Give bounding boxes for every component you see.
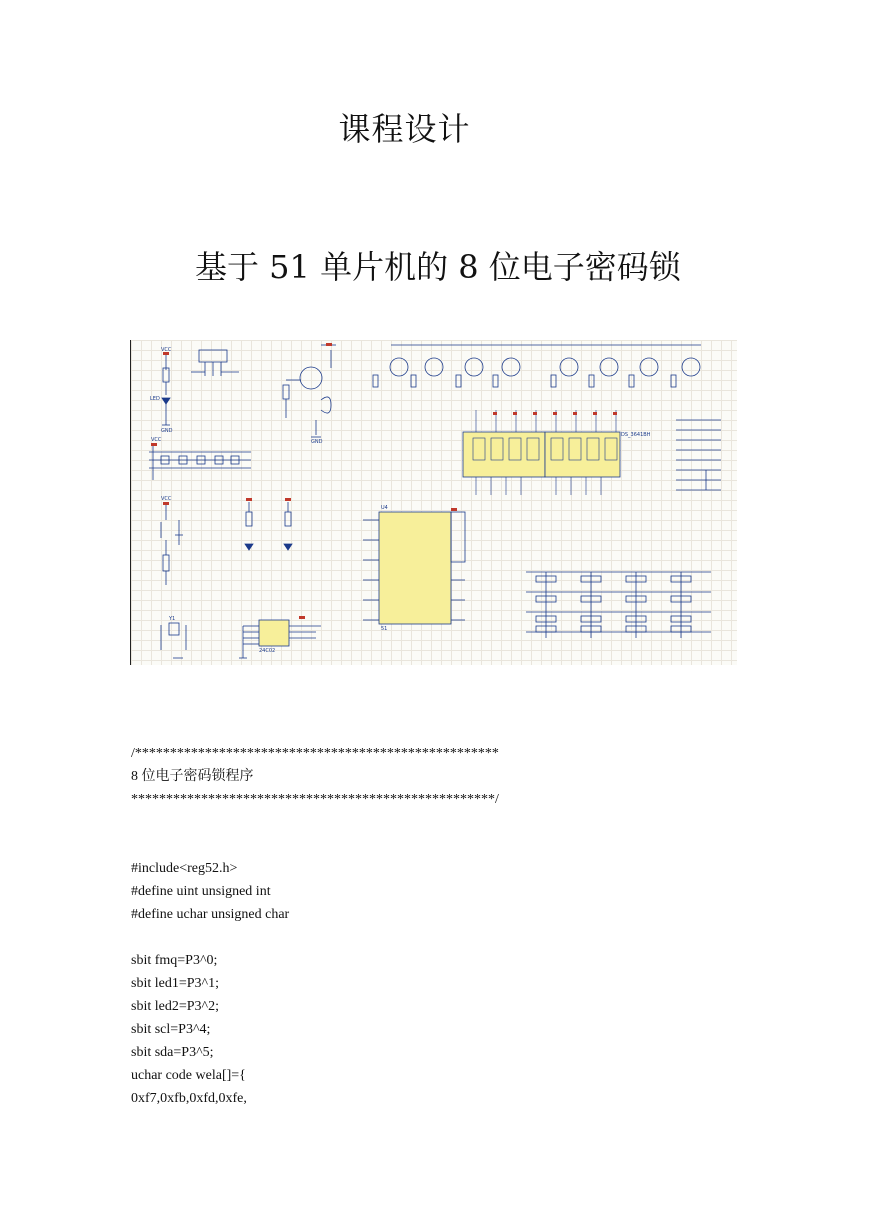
code-line: sbit led1=P3^1; <box>131 976 219 991</box>
chip-label: U4 <box>381 505 388 511</box>
code-line: 0xf7,0xfb,0xfd,0xfe, <box>131 1091 247 1106</box>
code-line: uchar code wela[]={ <box>131 1068 246 1083</box>
vcc-label-2: VCC <box>151 437 162 443</box>
code-line: ****************************************************/ <box>131 792 499 807</box>
gnd-label-2: GND <box>311 439 323 445</box>
vcc-label-1: VCC <box>161 347 172 353</box>
schematic-drawing <box>131 340 737 665</box>
eeprom-label: 24C02 <box>259 648 276 654</box>
code-line: #define uint unsigned int <box>131 884 271 899</box>
code-line: #define uchar unsigned char <box>131 907 290 922</box>
chip-name-label: 51 <box>381 626 388 632</box>
code-line: #include<reg52.h> <box>131 861 238 876</box>
code-line: /**************************************************** <box>131 746 499 761</box>
gnd-label-1: GND <box>161 428 173 434</box>
crystal-label: Y1 <box>169 616 176 622</box>
document-title: 基于 51 单片机的 8 位电子密码锁 <box>195 248 681 286</box>
circuit-schematic <box>130 340 737 665</box>
code-line: sbit scl=P3^4; <box>131 1022 211 1037</box>
led-label: LED <box>150 396 160 402</box>
vcc-label-3: VCC <box>161 496 172 502</box>
code-line: sbit led2=P3^2; <box>131 999 219 1014</box>
code-line: 8 位电子密码锁程序 <box>131 769 254 784</box>
course-label: 课程设计 <box>338 110 471 148</box>
code-line: sbit fmq=P3^0; <box>131 953 218 968</box>
display-label: DS_3641BH <box>621 432 651 438</box>
code-line: sbit sda=P3^5; <box>131 1045 214 1060</box>
